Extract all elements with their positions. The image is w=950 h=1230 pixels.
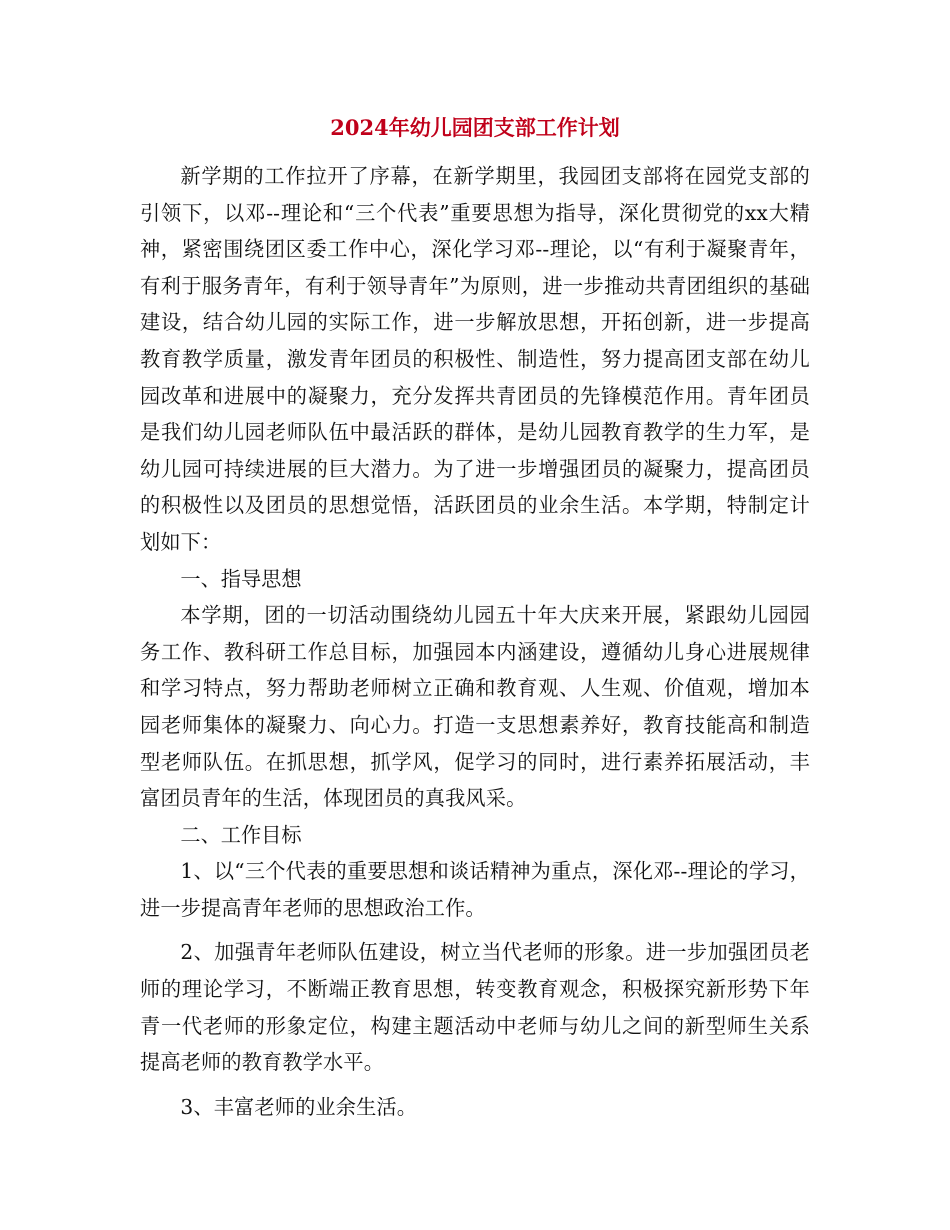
section-heading-guiding-thought: 一、指导思想	[180, 566, 302, 591]
guiding-thought-paragraph: 本学期，团的一切活动围绕幼儿园五十年大庆来开展，紧跟幼儿园园务工作、教科研工作总目标，加强园本内涵建设，遵循幼儿身心进展规律和学习特点，努力帮助老师树立正确和教育观、人生观、价值观，增加本园老师集体的凝聚力、向心力。打造一支思想素养好，教育技能高和制造型老师队伍。在抓思想，抓学风，促学习的同时，进行素养拓展活动，丰富团员青年的生活，体现团员的真我风采。	[140, 603, 810, 811]
document-page	[140, 112, 810, 1125]
document-title: 2024年幼儿园团支部工作计划	[330, 115, 620, 140]
goal-item-2: 2、加强青年老师队伍建设，树立当代老师的形象。进一步加强团员老师的理论学习，不断端正教育思想，转变教育观念，积极探究新形势下年青一代老师的形象定位，构建主题活动中老师与幼儿之间的新型师生关系提高老师的教育教学水平。	[140, 940, 810, 1075]
goal-item-3: 3、丰富老师的业余生活。	[180, 1094, 418, 1119]
goal-item-1: 1、以“三个代表的重要思想和谈话精神为重点，深化邓--理论的学习，进一步提高青年老师的思想政治工作。	[140, 859, 810, 920]
intro-paragraph: 新学期的工作拉开了序幕，在新学期里，我园团支部将在园党支部的引领下，以邓--理论和“三个代表”重要思想为指导，深化贯彻党的xx大精神，紧密围绕团区委工作中心，深化学习邓--理论，以“有利于凝聚青年，有利于服务青年，有利于领导青年”为原则，进一步推动共青团组织的基础建设，结合幼儿园的实际工作，进一步解放思想，开拓创新，进一步提高教育教学质量，激发青年团员的积极性、制造性，努力提高团支部在幼儿园改革和进展中的凝聚力，充分发挥共青团员的先锋模范作用。青年团员是我们幼儿园老师队伍中最活跃的群体，是幼儿园教育教学的生力军，是幼儿园可持续进展的巨大潜力。为了进一步增强团员的凝聚力，提高团员的积极性以及团员的思想觉悟，活跃团员的业余生活。本学期，特制定计划如下：	[140, 164, 810, 554]
section-heading-work-goals: 二、工作目标	[180, 822, 302, 847]
